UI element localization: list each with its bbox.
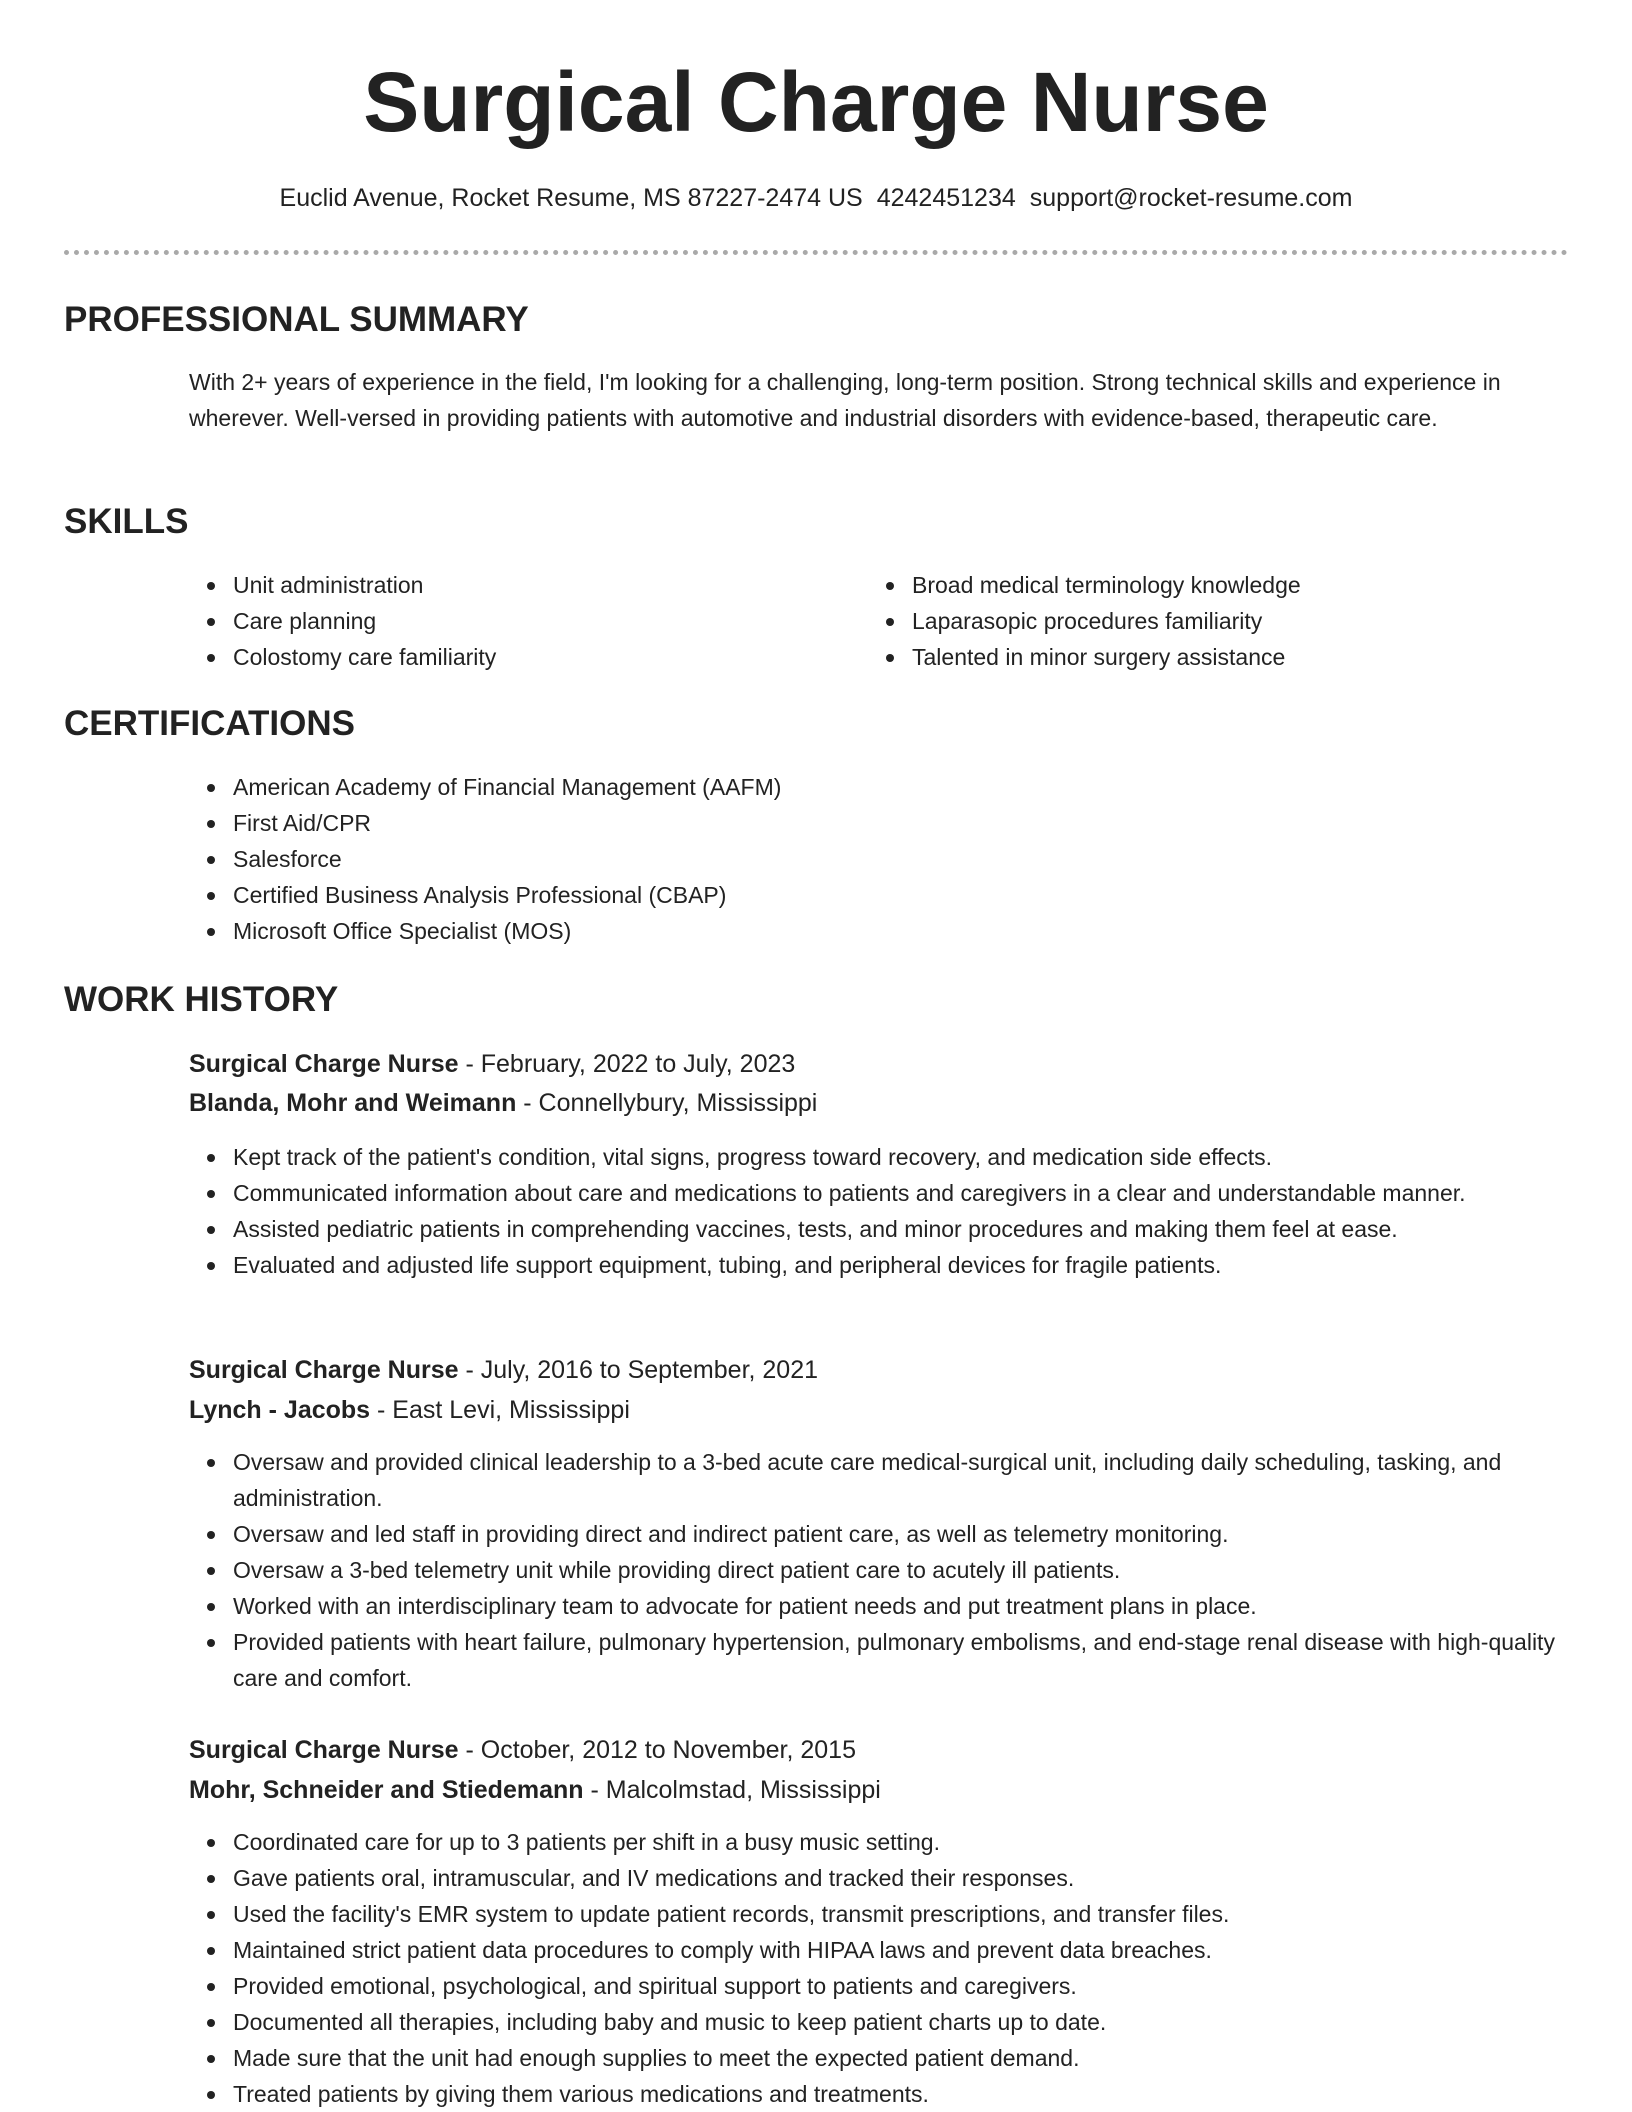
contact-line (0, 180, 1632, 216)
job-company-line (189, 1391, 630, 1429)
job-location: - Malcolmstad, Mississippi (583, 1776, 881, 1804)
skill-item: Laparasopic procedures familiarity (912, 603, 1572, 639)
certifications-list (189, 769, 1533, 949)
job-bullet: Communicated information about care and medications to patients and caregivers in a clear and understandable manner. (233, 1175, 1598, 1211)
job-bullet: Coordinated care for up to 3 patients per shift in a busy music setting. (233, 1824, 1598, 1860)
job-bullet: Treated patients by giving them various medications and treatments. (233, 2076, 1598, 2112)
job-bullets (189, 1139, 1598, 1283)
skill-item: Unit administration (233, 567, 833, 603)
job-bullet: Oversaw and led staff in providing direct and indirect patient care, as well as telemetry monitoring. (233, 1516, 1598, 1552)
job-dates: - February, 2022 to July, 2023 (458, 1050, 796, 1078)
job-bullet: Worked with an interdisciplinary team to advocate for patient needs and put treatment plans in place. (233, 1588, 1598, 1624)
job-company: Mohr, Schneider and Stiedemann (189, 1776, 584, 1804)
certification-item: Microsoft Office Specialist (MOS) (233, 913, 1533, 949)
job-bullet: Oversaw a 3-bed telemetry unit while providing direct patient care to acutely ill patients. (233, 1552, 1598, 1588)
skills-heading: SKILLS (64, 502, 189, 541)
work-history-heading: WORK HISTORY (64, 980, 339, 1019)
job-bullet: Evaluated and adjusted life support equipment, tubing, and peripheral devices for fragile patients. (233, 1247, 1598, 1283)
job-company: Blanda, Mohr and Weimann (189, 1089, 517, 1117)
job-bullet: Kept track of the patient's condition, vital signs, progress toward recovery, and medication side effects. (233, 1139, 1598, 1175)
contact-phone: 4242451234 (876, 184, 1016, 212)
job-title-line (189, 1351, 818, 1389)
job-bullet: Used the facility's EMR system to update patient records, transmit prescriptions, and transfer files. (233, 1896, 1598, 1932)
header-divider (64, 250, 1568, 255)
contact-email: support@rocket-resume.com (1029, 184, 1353, 212)
skill-item: Talented in minor surgery assistance (912, 639, 1572, 675)
skill-item: Colostomy care familiarity (233, 639, 833, 675)
job-bullet: Assisted pediatric patients in comprehending vaccines, tests, and minor procedures and making them feel at ease. (233, 1211, 1598, 1247)
job-bullet: Provided patients with heart failure, pulmonary hypertension, pulmonary embolisms, and end-stage renal disease with high-quality care and comfort. (233, 1624, 1598, 1696)
skills-list-left (189, 567, 833, 675)
job-bullet: Made sure that the unit had enough supplies to meet the expected patient demand. (233, 2040, 1598, 2076)
certification-item: Salesforce (233, 841, 1533, 877)
summary-heading: PROFESSIONAL SUMMARY (64, 300, 529, 339)
job-bullet: Gave patients oral, intramuscular, and IV medications and tracked their responses. (233, 1860, 1598, 1896)
skills-list-right (868, 567, 1572, 675)
job-company-line (189, 1771, 881, 1809)
certifications-heading: CERTIFICATIONS (64, 704, 356, 743)
certification-item: American Academy of Financial Management (AAFM) (233, 769, 1533, 805)
contact-address: Euclid Avenue, Rocket Resume, MS 87227-2474 US (279, 184, 863, 212)
job-bullet: Provided emotional, psychological, and spiritual support to patients and caregivers. (233, 1968, 1598, 2004)
job-dates: - October, 2012 to November, 2015 (458, 1736, 856, 1764)
skill-item: Broad medical terminology knowledge (912, 567, 1572, 603)
job-dates: - July, 2016 to September, 2021 (458, 1356, 819, 1384)
job-title: Surgical Charge Nurse (189, 1736, 459, 1764)
certification-item: First Aid/CPR (233, 805, 1533, 841)
job-location: - Connellybury, Mississippi (516, 1089, 818, 1117)
job-bullets (189, 1824, 1598, 2112)
job-bullet: Documented all therapies, including baby and music to keep patient charts up to date. (233, 2004, 1598, 2040)
job-title-line (189, 1731, 856, 1769)
skill-item: Care planning (233, 603, 833, 639)
summary-text: With 2+ years of experience in the field, I'm looking for a challenging, long-term position. Strong technical skills and experience in wherever. Well-versed in providing patients with automotive and industrial disorders with evidence-based, therapeutic care. (189, 369, 1501, 431)
job-bullet: Maintained strict patient data procedures to comply with HIPAA laws and prevent data breaches. (233, 1932, 1598, 1968)
job-bullets (189, 1444, 1598, 1696)
job-location: - East Levi, Mississippi (370, 1396, 630, 1424)
job-title-line (189, 1045, 795, 1083)
job-title: Surgical Charge Nurse (189, 1050, 459, 1078)
job-bullet: Oversaw and provided clinical leadership to a 3-bed acute care medical-surgical unit, including daily scheduling, tasking, and administration. (233, 1444, 1598, 1516)
job-company: Lynch - Jacobs (189, 1396, 371, 1424)
job-company-line (189, 1084, 817, 1122)
candidate-name: Surgical Charge Nurse (363, 55, 1269, 149)
job-title: Surgical Charge Nurse (189, 1356, 459, 1384)
certification-item: Certified Business Analysis Professional (CBAP) (233, 877, 1533, 913)
